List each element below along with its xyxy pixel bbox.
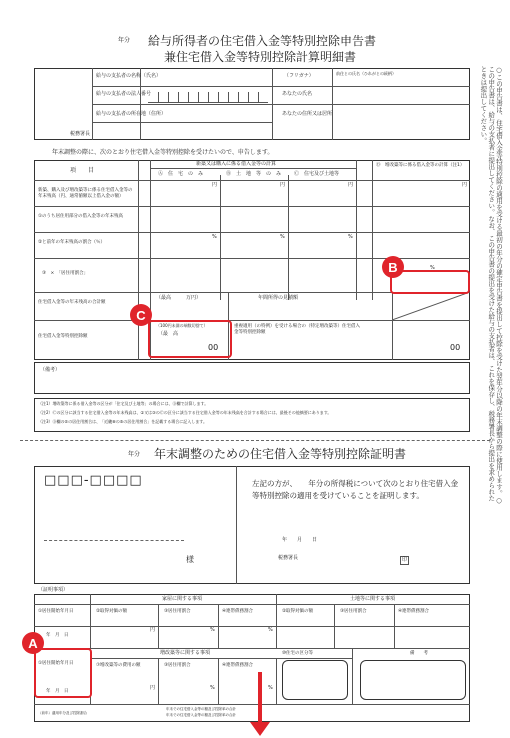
payer-name-label: 給与の支払者の名称（氏名） [96, 73, 162, 79]
acq-cost-label-2: ②取得対価の額 [282, 609, 314, 614]
your-address-label: あなたの住所又は居所 [282, 111, 333, 117]
row-4: ③ × 「居住用割合」 [42, 271, 89, 276]
badge-c: C [130, 304, 152, 326]
highlight-c[interactable] [148, 320, 232, 358]
bottom-note-2: 年末での住宅借入金等の額及び控除率の合計 [166, 707, 236, 711]
acq-cost-label: ②取得対価の額 [96, 609, 128, 614]
col-a: Ⓐ 住 宅 の み [158, 171, 204, 177]
row-3: ②と前年の年末残高の割合（％） [38, 240, 106, 245]
bottom-note-1: （前年）適用年分及び控除割合 [38, 711, 87, 715]
form-title: 給与所得者の住宅借入金等特別控除申告書 [148, 34, 377, 48]
note-3: （注3）Ⓓ欄の⑤の居住用割合は、「近畿⑧の⑤の居住用割合」を記載する場合に記入します。 [38, 419, 207, 424]
start-date-label-2: ①居住開始年月日 [38, 661, 74, 666]
percent-mark: % [210, 685, 215, 691]
note-2: （注2）Ⓒの区分に該当する住宅借入金等の年末残高は、①又は③のⒸの区分に該当する住宅借入金等の年末残高を合計する場合には、最後その他摘要にあります。 [38, 410, 332, 415]
hundred-value-2: 00 [450, 343, 461, 352]
badge-b: B [382, 256, 404, 278]
highlight-b[interactable] [390, 270, 470, 294]
land-section: 土地等に関する事項 [350, 596, 396, 602]
reno-section: 増改築等に関する事項 [160, 650, 211, 656]
max-label: （最 高 [158, 331, 179, 337]
biz-ratio-label: ④連帯債務割合 [222, 609, 254, 614]
percent-mark: % [268, 685, 273, 691]
highlight-a[interactable] [34, 648, 92, 698]
cert-office: 税務署長 [278, 555, 299, 561]
yen-mark: 円 [150, 685, 156, 691]
resid-ratio-label-3: ③居住用割合 [164, 663, 191, 668]
side-note: ○この申告書は、住宅借入金等特別控除の適用を受ける最初の年分の確定申告書を提出して控除を受けた翌年分以降の年末調整の際に使用します。○この申告書は、給与の支払者に提出してください。なお、この申告書の提出を受けた給与の支払者は、これを保存し、税務署長から提出を求められたときは提出してください。 [479, 66, 503, 505]
yen-mark: 円 [150, 627, 156, 633]
yen-mark: 円 [462, 182, 468, 188]
min-label: （最高 万円） [156, 295, 202, 301]
cert-date: 年 月 日 [282, 537, 318, 543]
house-class-box [282, 660, 348, 700]
date-ym: 年 月 日 [46, 633, 69, 638]
remarks2-label: 備 考 [410, 651, 428, 656]
col-new: 新築又は購入に係る借入金等の計算 [196, 161, 277, 167]
house-class-label: ⑩住宅の区分等 [282, 651, 314, 656]
furigana-label: （フリガナ） [284, 73, 314, 79]
row-6: 住宅借入金等特別控除額 [38, 334, 88, 339]
intro-text: 年末調整の際に、次のとおり住宅借入金等特別控除を受けたいので、申告します。 [52, 149, 274, 156]
biz-ratio-label-2: ④連帯債務割合 [398, 609, 430, 614]
yen-mark: 円 [280, 182, 286, 188]
remarks2-box [360, 660, 466, 700]
cert-seal: 印 [402, 557, 408, 563]
row-5: 住宅借入金等の年末残高の合計額 [38, 300, 106, 305]
badge-a: A [22, 632, 44, 654]
percent-mark: % [210, 627, 215, 633]
cert-statement: 左記の方が、 年分の所得税について次のとおり住宅借入金等特別控除の適用を受けていることを証明します。 [252, 479, 459, 500]
row-1: 新築、購入及び増改築等に係る住宅借入金等の年末残高（円、通常値額以上借入金の額） [38, 188, 133, 200]
start-date-label: ①居住開始年月日 [38, 609, 74, 614]
income-estimate-label: 年間所得の見積額 [258, 295, 299, 301]
percent-mark: % [430, 265, 435, 271]
hundred-value: 00 [208, 343, 219, 352]
your-name-label: あなたの氏名 [282, 91, 313, 97]
percent-mark: % [212, 234, 217, 240]
note-1: （注1）増改築等に係る借入金等の区分が「住宅及び土地等」の場合には、Ⓓ欄で計算します。 [38, 401, 209, 406]
date-ym-2: 年 月 日 [46, 689, 69, 694]
house-section: 家屋に関する事項 [162, 596, 203, 602]
special-label: 重複適用（の特例）を受ける場合の（特定増改築等）住宅借入金等特別控除額 [234, 324, 360, 336]
resid-ratio-label: ③居住用割合 [164, 609, 191, 614]
percent-mark: % [348, 234, 353, 240]
row-2: ①のうち居住用部分の借入金等の年末残高 [38, 214, 124, 219]
col-c: Ⓒ 住宅及び土地等 [294, 171, 340, 177]
biz-ratio-label-3: ④連帯債務割合 [222, 663, 254, 668]
remarks-label: （備考） [40, 367, 61, 373]
resid-ratio-label-2: ③居住用割合 [340, 609, 367, 614]
cert-sama: 様 [186, 555, 194, 564]
header-year: 年分 [118, 37, 131, 44]
bottom-note-3: 年末での住宅借入金等の額及び控除率の合計 [166, 713, 236, 717]
spouse-note: 前住との氏名（ひれがとの続柄） [336, 71, 396, 76]
form-subtitle: 兼住宅借入金等特別控除計算明細書 [164, 50, 357, 64]
postal-code: □□□-□□□□ [44, 473, 143, 488]
remarks-box [34, 362, 470, 394]
cert-title: 年末調整のための住宅借入金等特別控除証明書 [154, 447, 407, 461]
arrow-down-icon [248, 670, 272, 738]
percent-mark: % [280, 234, 285, 240]
small-amount-label: （100円未満の端数切捨て） [156, 323, 208, 328]
tax-office-label: 税務署長 [70, 131, 91, 137]
payer-address-label: 給与の支払者の所在地（住所） [96, 111, 167, 117]
cert-year: 年分 [128, 451, 141, 458]
detail-label: （証明事項） [38, 587, 69, 593]
yen-mark: 円 [212, 182, 218, 188]
yen-mark: 円 [348, 182, 354, 188]
payer-number-label: 給与の支払者の法人番号 [96, 91, 152, 97]
reno-cost-label: ⑦増改築等の費用の額 [96, 663, 141, 668]
percent-mark: % [268, 627, 273, 633]
col-item: 項 目 [70, 167, 95, 174]
diagonal-line [392, 292, 470, 320]
col-d: Ⓓ 増改築等に係る借入金等の計算（注1） [376, 163, 465, 168]
col-b: Ⓑ 土 地 等 の み [226, 171, 282, 177]
